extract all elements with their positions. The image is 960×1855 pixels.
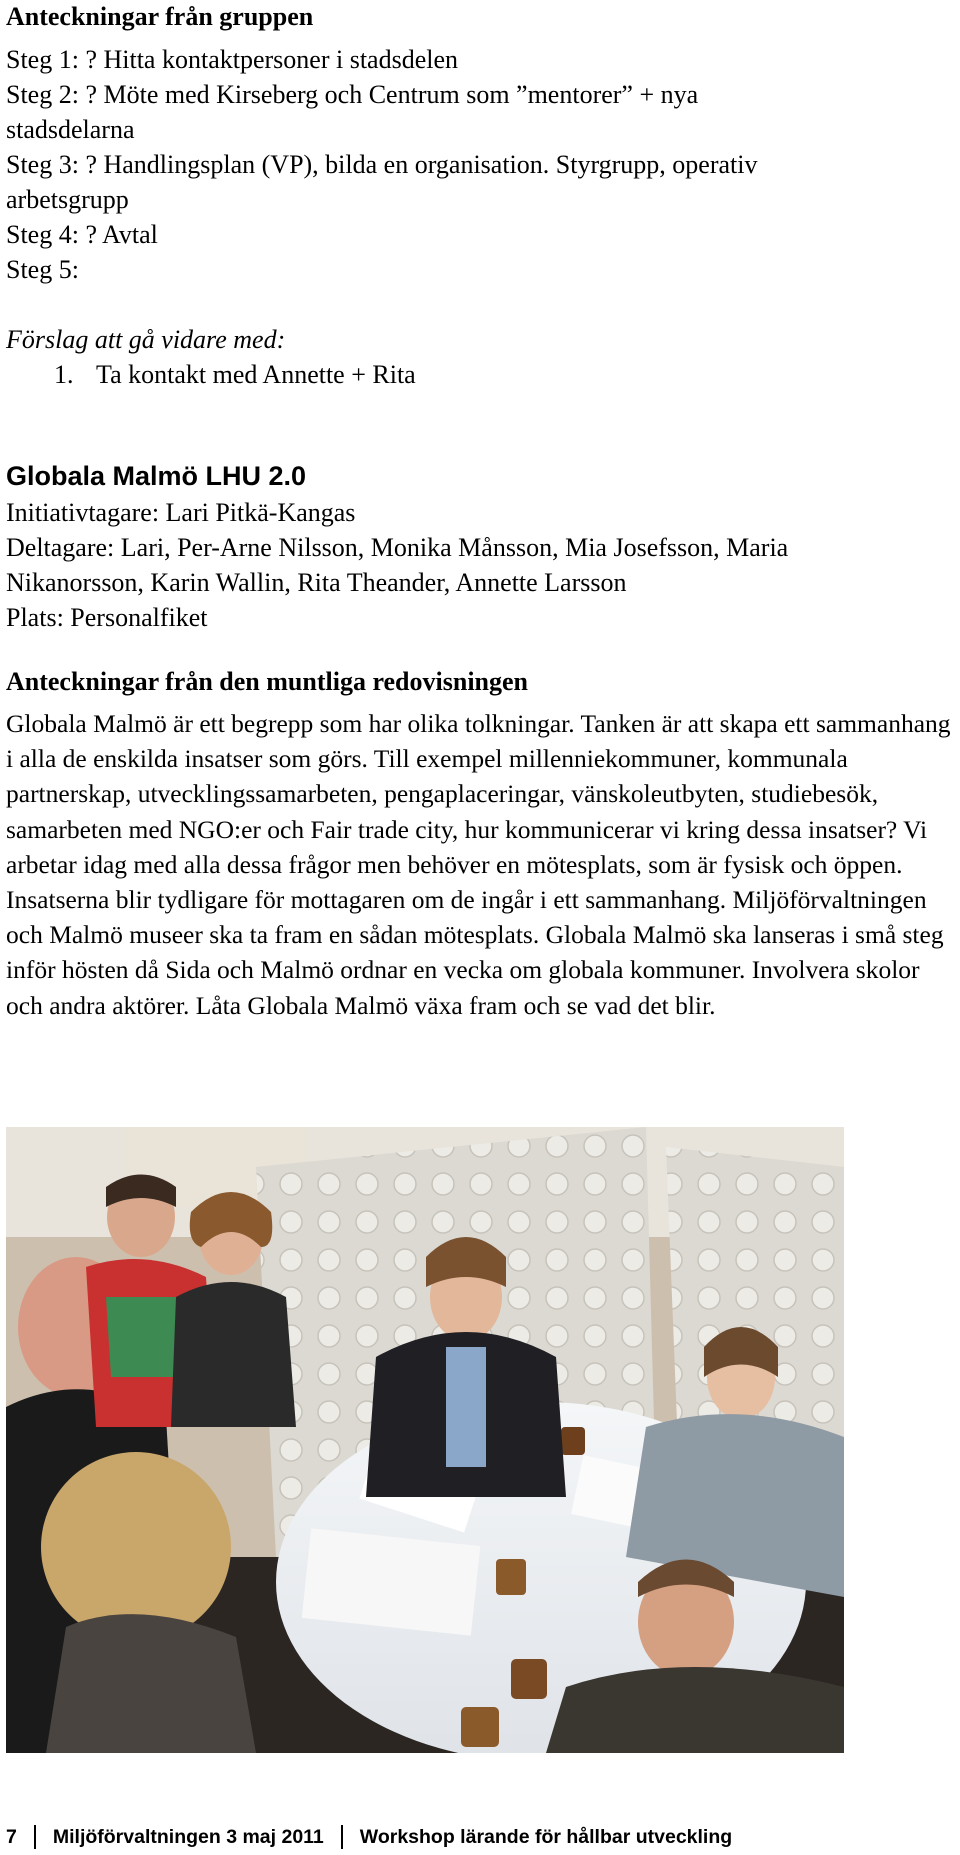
step-line: Steg 4: ? Avtal — [6, 220, 158, 249]
meta-line: Plats: Personalfiket — [6, 603, 208, 632]
proposal-list-item — [54, 357, 416, 392]
oral-report-paragraph: Globala Malmö är ett begrepp som har olika tolkningar. Tanken är att skapa ett sammanhang i alla de enskilda insatser som görs. Till exempel millenniekommuner, kommunala partnerskap, utvecklingssamarbeten, pengaplaceringar, vänskoleutbyten, studiebesök, samarbeten med NGO:er och Fair trade city, hur kommunicerar vi kring dessa insatser? Vi arbetar idag med alla dessa frågor men behöver en mötesplats, som är fysisk och öppen. Insatserna blir tydligare för mottagaren om de ingår i ett sammanhang. Miljöförvaltningen och Malmö museer ska ta fram en sådan mötesplats. Globala Malmö ska lanseras i små steg inför hösten då Sida och Malmö ordnar en vecka om globala kommuner. Involvera skolor och andra aktörer. Låta Globala Malmö växa fram och se vad det blir. — [6, 709, 951, 1020]
step-line: arbetsgrupp — [6, 185, 129, 214]
steps-list — [6, 42, 946, 287]
section-title: Globala Malmö LHU 2.0 — [6, 461, 307, 491]
group-notes-heading: Anteckningar från gruppen — [6, 2, 314, 31]
step-line: Steg 3: ? Handlingsplan (VP), bilda en organisation. Styrgrupp, operativ — [6, 150, 758, 179]
footer-title: Workshop lärande för hållbar utveckling — [359, 1825, 733, 1848]
page-footer — [6, 1822, 732, 1852]
footer-divider — [34, 1825, 36, 1849]
list-number: 1. — [54, 360, 74, 389]
page-number: 7 — [6, 1825, 17, 1848]
meeting-photo — [6, 1127, 844, 1753]
proposal-heading: Förslag att gå vidare med: — [6, 325, 286, 354]
step-line: Steg 1: ? Hitta kontaktpersoner i stadsdelen — [6, 45, 459, 74]
list-item-text: Ta kontakt med Annette + Rita — [96, 360, 416, 389]
footer-divider — [341, 1825, 343, 1849]
section-meta — [6, 495, 946, 635]
step-line: stadsdelarna — [6, 115, 135, 144]
meta-line: Nikanorsson, Karin Wallin, Rita Theander, Annette Larsson — [6, 568, 627, 597]
step-line: Steg 5: — [6, 255, 79, 284]
footer-organization: Miljöförvaltningen 3 maj 2011 — [52, 1825, 324, 1848]
meta-line: Deltagare: Lari, Per-Arne Nilsson, Monika Månsson, Mia Josefsson, Maria — [6, 533, 789, 562]
step-line: Steg 2: ? Möte med Kirseberg och Centrum som ”mentorer” + nya — [6, 80, 699, 109]
oral-report-heading: Anteckningar från den muntliga redovisningen — [6, 667, 529, 696]
meta-line: Initiativtagare: Lari Pitkä-Kangas — [6, 498, 356, 527]
